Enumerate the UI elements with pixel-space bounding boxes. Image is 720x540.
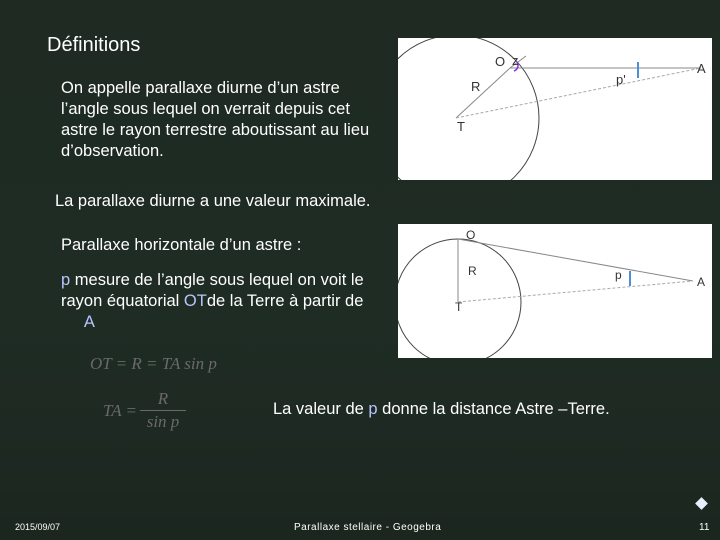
definition-diurnal-parallax: On appelle parallaxe diurne d’un astre l’angle sous lequel on verrait depuis cet astre le rayon terrestre aboutissant au lieu d’observation. bbox=[61, 79, 370, 160]
symbol-a: A bbox=[83, 313, 95, 331]
fraction-bar bbox=[140, 410, 186, 411]
diurnal-parallax-diagram bbox=[398, 38, 712, 180]
formula-ta-fraction bbox=[140, 389, 186, 432]
formula-ta-numerator: R bbox=[157, 389, 169, 408]
label-r: R bbox=[468, 264, 477, 278]
footer-title: Parallaxe stellaire - Geogebra bbox=[294, 522, 442, 533]
label-o: O bbox=[495, 54, 506, 69]
label-z: z bbox=[512, 53, 519, 68]
label-r: R bbox=[471, 79, 481, 94]
label-t: T bbox=[457, 119, 465, 134]
definition-text-2: de la Terre à partir de bbox=[206, 292, 364, 310]
label-a: A bbox=[697, 61, 706, 76]
formula-ta-denominator: sin p bbox=[146, 412, 180, 431]
horizontal-parallax-diagram bbox=[398, 224, 712, 358]
definition-text-1: mesure de l’angle sous lequel on voit le rayon équatorial bbox=[61, 271, 364, 310]
label-t: T bbox=[455, 300, 463, 314]
label-p-prime: p' bbox=[616, 72, 626, 87]
page-number: 11 bbox=[699, 522, 710, 533]
label-a: A bbox=[697, 275, 706, 289]
slide-title: Définitions bbox=[47, 34, 141, 56]
horizontal-parallax-heading: Parallaxe horizontale d’un astre : bbox=[61, 236, 302, 254]
symbol-p-2: p bbox=[368, 400, 378, 418]
formula-ta-lhs: TA = bbox=[103, 401, 137, 420]
nav-diamond-icon[interactable] bbox=[695, 497, 708, 510]
symbol-p: p bbox=[61, 271, 71, 289]
formula-ta bbox=[103, 389, 193, 437]
formula-ot: OT = R = TA sin p bbox=[90, 354, 217, 373]
line-t-o bbox=[456, 68, 510, 118]
footer-date: 2015/09/07 bbox=[15, 522, 61, 532]
distance-statement bbox=[273, 400, 610, 419]
horizontal-parallax-definition bbox=[61, 270, 401, 333]
line-t-a bbox=[458, 281, 693, 302]
horizontal-parallax-figure bbox=[398, 224, 712, 358]
distance-text-2: donne la distance Astre –Terre. bbox=[377, 400, 610, 418]
diurnal-parallax-figure bbox=[398, 38, 712, 180]
label-o: O bbox=[466, 228, 476, 242]
line-t-a bbox=[456, 68, 701, 118]
line-o-a bbox=[458, 239, 693, 281]
symbol-ot: OT bbox=[183, 292, 207, 310]
distance-text-1: La valeur de bbox=[273, 400, 369, 418]
label-p: p bbox=[615, 268, 622, 282]
max-parallax-statement: La parallaxe diurne a une valeur maximale. bbox=[55, 192, 371, 210]
